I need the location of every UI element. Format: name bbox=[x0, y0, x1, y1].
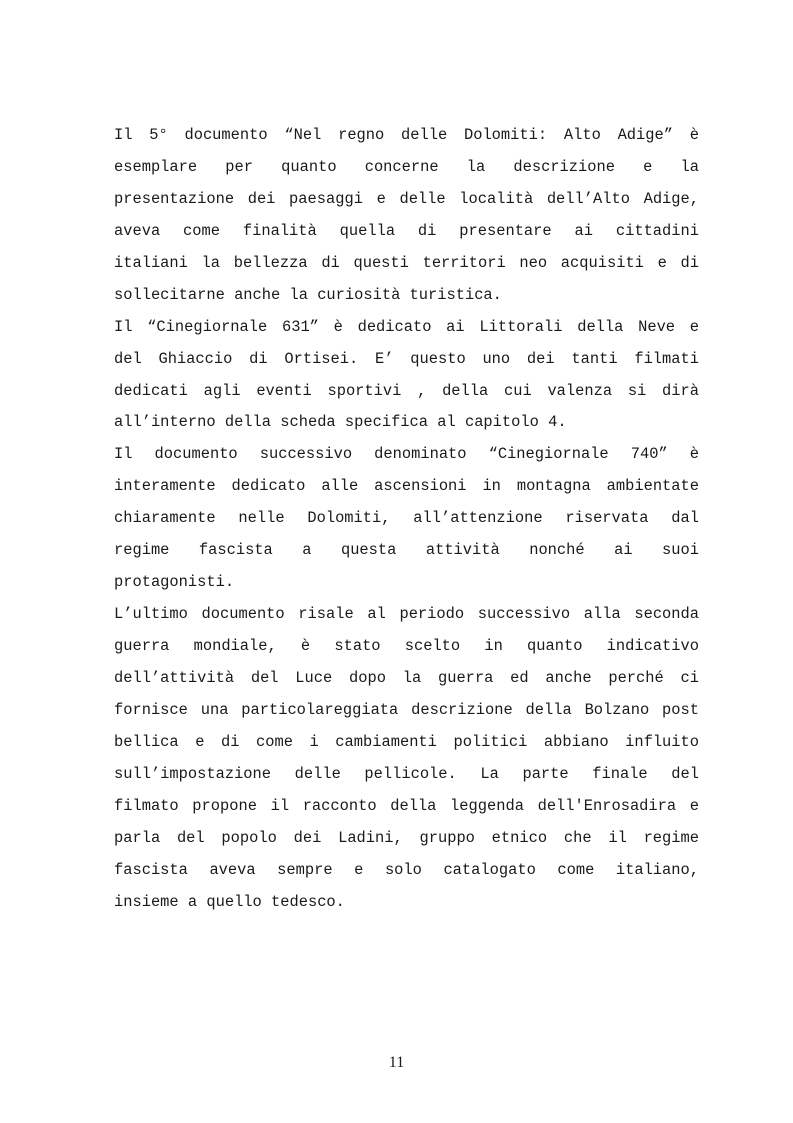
page-number: 11 bbox=[388, 1054, 405, 1071]
text-line: Il “Cinegiornale 631” è dedicato ai Littorali della Neve e bbox=[114, 317, 699, 336]
text-line: del Ghiaccio di Ortisei. E’ questo uno dei tanti filmati bbox=[114, 349, 699, 368]
paragraph bbox=[114, 599, 699, 918]
text-line: interamente dedicato alle ascensioni in montagna ambientate bbox=[114, 477, 699, 496]
text-line: filmato propone il racconto della leggenda dell'Enrosadira e bbox=[114, 796, 699, 815]
text-line: insieme a quello tedesco. bbox=[114, 892, 345, 911]
text-line: protagonisti. bbox=[114, 573, 235, 592]
text-line: parla del popolo dei Ladini, gruppo etnico che il regime bbox=[114, 828, 699, 847]
paragraph bbox=[114, 439, 699, 599]
text-line: L’ultimo documento risale al periodo successivo alla seconda bbox=[114, 605, 699, 624]
text-line: fascista aveva sempre e solo catalogato come italiano, bbox=[114, 860, 699, 879]
text-line: guerra mondiale, è stato scelto in quanto indicativo bbox=[114, 637, 699, 655]
text-line: esemplare per quanto concerne la descrizione e la bbox=[114, 157, 699, 176]
text-line: dell’attività del Luce dopo la guerra ed anche perché ci bbox=[114, 668, 699, 687]
text-line: Il 5° documento “Nel regno delle Dolomiti: Alto Adige” è bbox=[114, 126, 699, 144]
text-line: fornisce una particolareggiata descrizione della Bolzano post bbox=[114, 700, 699, 719]
text-line: regime fascista a questa attività nonché ai suoi bbox=[114, 541, 699, 560]
text-line: all’interno della scheda specifica al capitolo 4. bbox=[114, 413, 567, 432]
body-text bbox=[114, 120, 699, 918]
text-line: aveva come finalità quella di presentare ai cittadini bbox=[114, 221, 699, 240]
paragraph bbox=[114, 312, 699, 440]
text-line: bellica e di come i cambiamenti politici abbiano influito bbox=[114, 732, 699, 751]
paragraph bbox=[114, 120, 699, 312]
text-line: chiaramente nelle Dolomiti, all’attenzione riservata dal bbox=[114, 509, 699, 528]
text-line: sollecitarne anche la curiosità turistica. bbox=[114, 285, 502, 304]
text-line: Il documento successivo denominato “Cinegiornale 740” è bbox=[114, 445, 699, 464]
text-line: sull’impostazione delle pellicole. La parte finale del bbox=[114, 764, 699, 783]
text-line: presentazione dei paesaggi e delle località dell’Alto Adige, bbox=[114, 189, 699, 208]
text-line: dedicati agli eventi sportivi , della cui valenza si dirà bbox=[114, 381, 699, 400]
text-line: italiani la bellezza di questi territori neo acquisiti e di bbox=[114, 253, 699, 272]
